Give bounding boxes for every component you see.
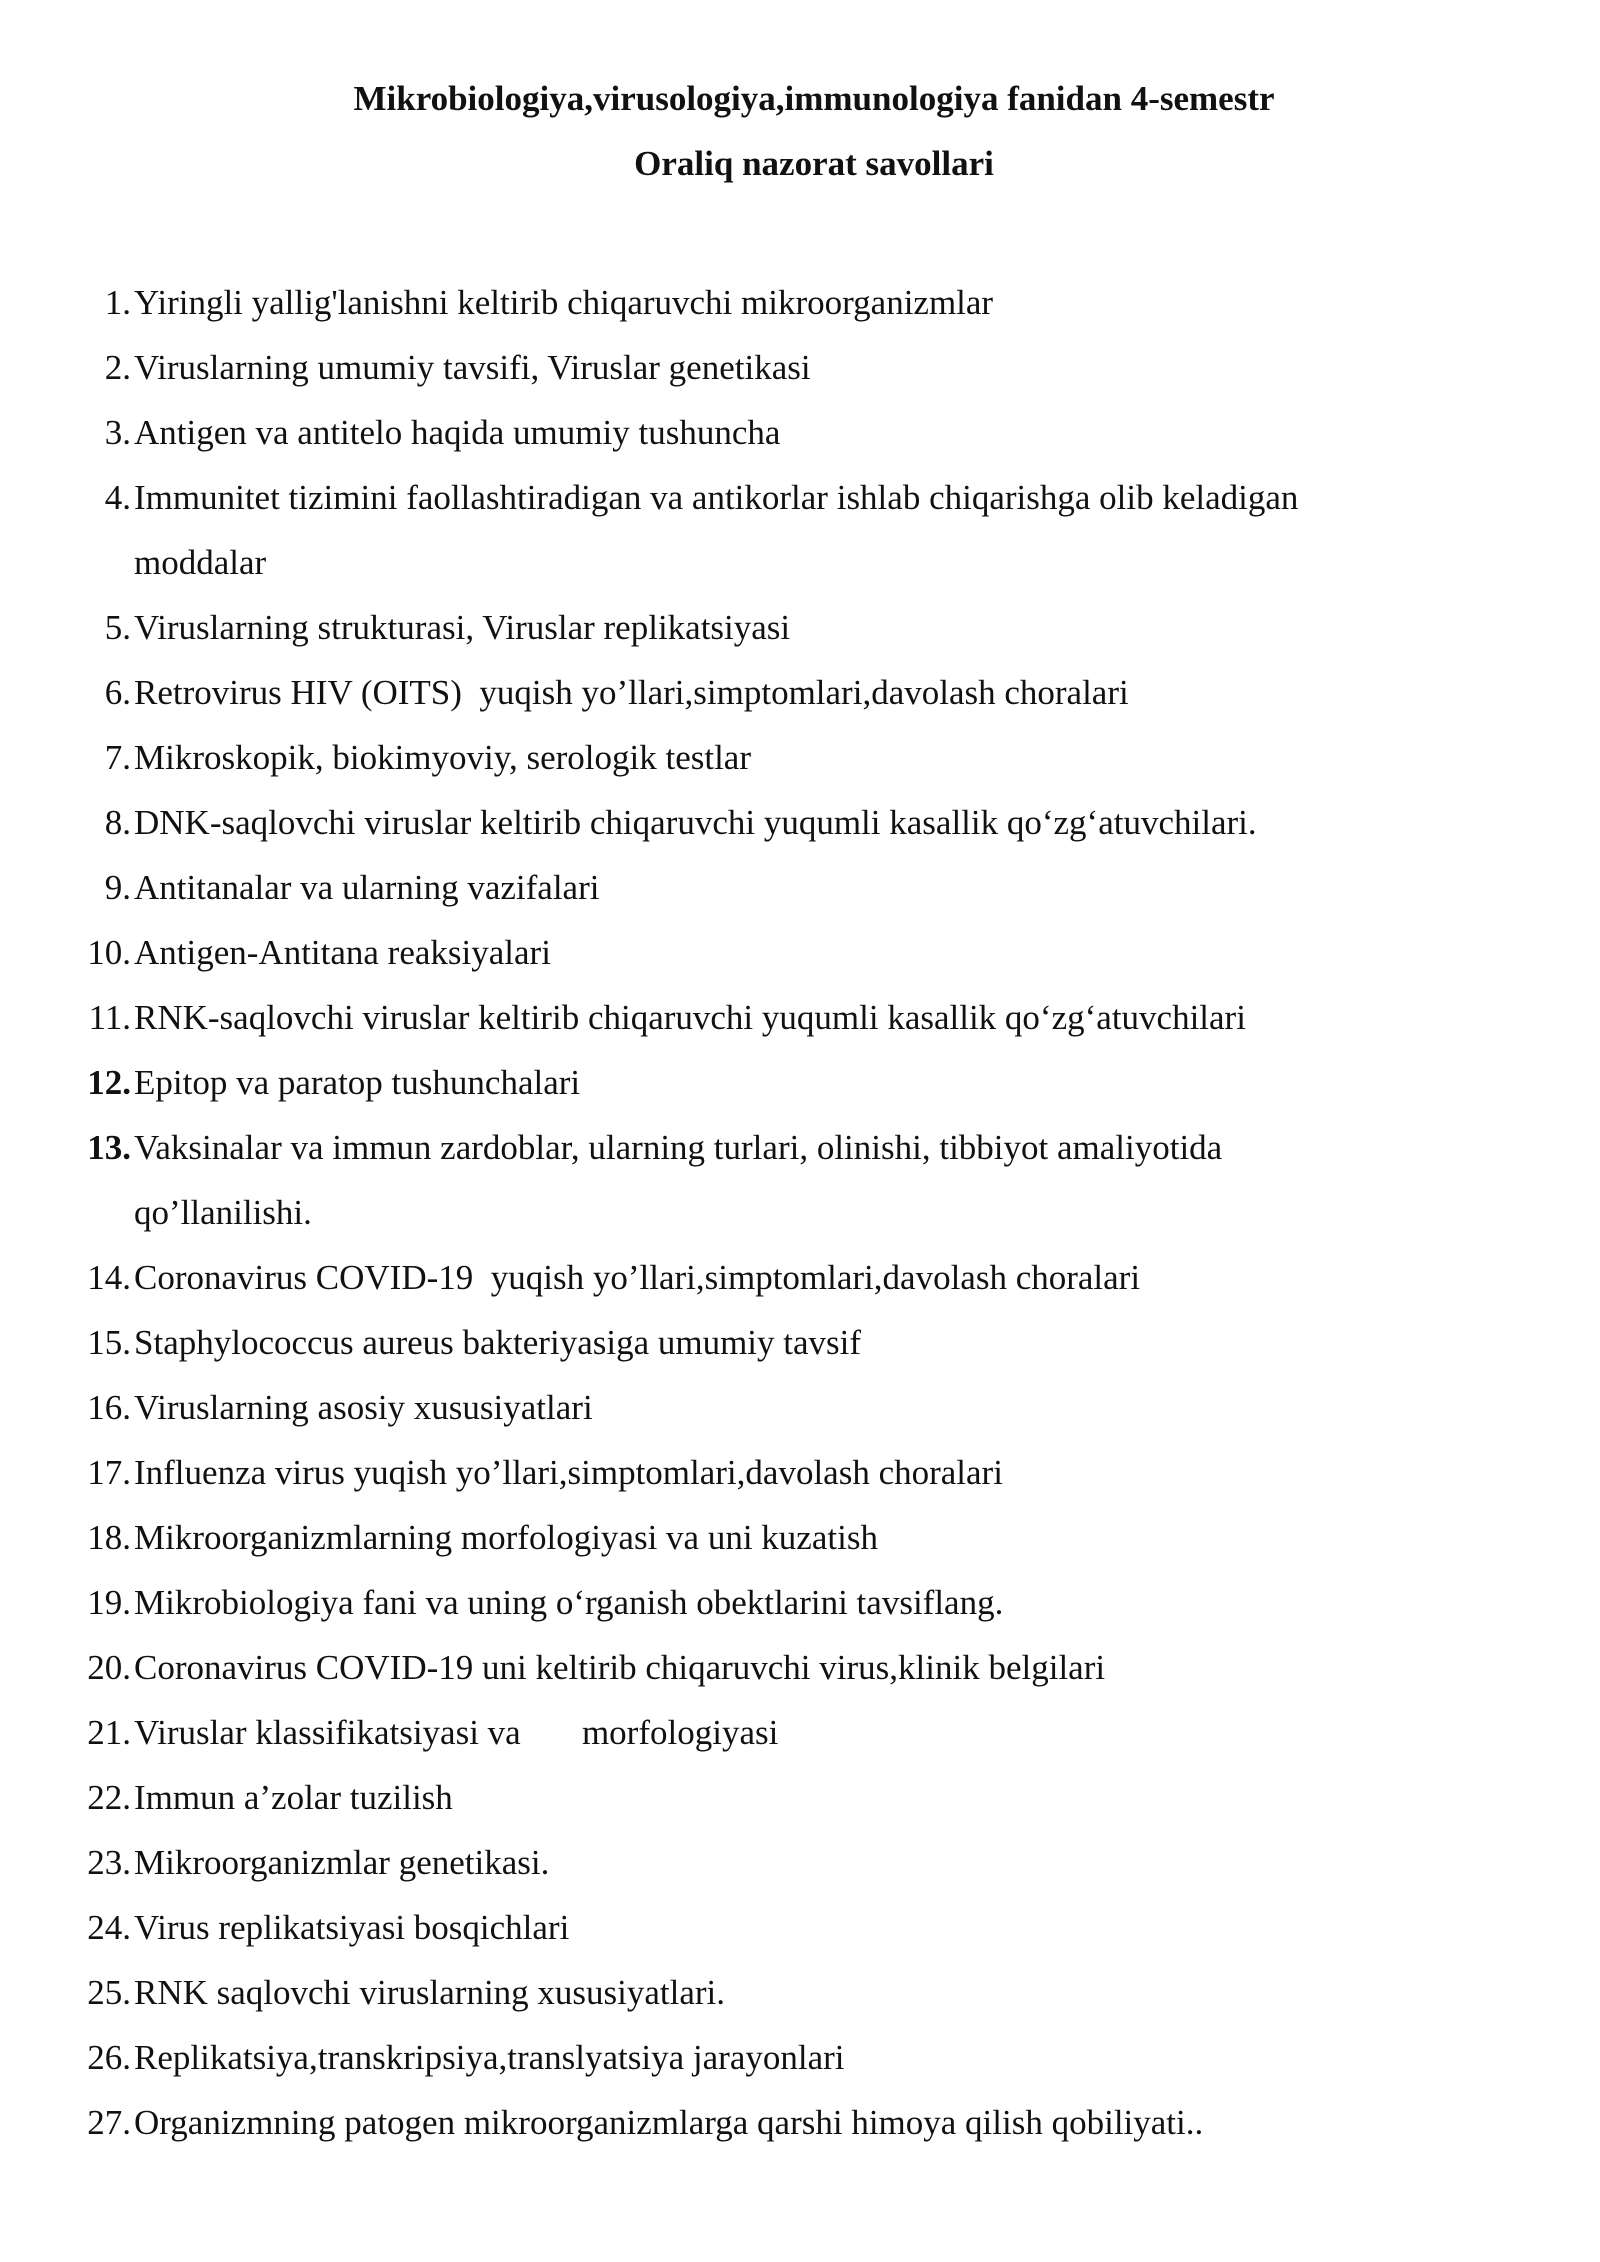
question-text: Coronavirus COVID-19 yuqish yo’llari,simptomlari,davolash choralari <box>134 1258 1141 1297</box>
question-text: Mikrobiologiya fani va uning o‘rganish obektlarini tavsiflang. <box>134 1583 1004 1622</box>
question-text: Viruslarning strukturasi, Viruslar replikatsiyasi <box>134 608 791 647</box>
question-number: 25. <box>87 1973 131 2012</box>
question-text: Mikroorganizmlarning morfologiyasi va uni kuzatish <box>134 1518 878 1557</box>
question-number: 6. <box>104 673 131 712</box>
question-number: 8. <box>104 803 131 842</box>
question-text: Mikroorganizmlar genetikasi. <box>134 1843 550 1882</box>
question-text: Virus replikatsiyasi bosqichlari <box>134 1908 570 1947</box>
question-text: Antigen va antitelo haqida umumiy tushuncha <box>134 413 781 452</box>
question-text: DNK-saqlovchi viruslar keltirib chiqaruvchi yuqumli kasallik qo‘zg‘atuvchilari. <box>134 803 1257 842</box>
question-text: Immunitet tizimini faollashtiradigan va antikorlar ishlab chiqarishga olib keladigan <box>134 478 1299 517</box>
question-text: Influenza virus yuqish yo’llari,simptomlari,davolash choralari <box>134 1453 1003 1492</box>
question-text: Viruslarning asosiy xususiyatlari <box>134 1388 593 1427</box>
question-number: 7. <box>104 738 131 777</box>
question-number: 22. <box>87 1778 131 1817</box>
question-text: Viruslarning umumiy tavsifi, Viruslar genetikasi <box>134 348 811 387</box>
question-text: Antigen-Antitana reaksiyalari <box>134 933 551 972</box>
question-number: 10. <box>87 933 131 972</box>
question-number: 12. <box>87 1063 131 1102</box>
question-number: 26. <box>87 2038 131 2077</box>
question-number: 15. <box>87 1323 131 1362</box>
question-number: 11. <box>88 998 131 1037</box>
question-text: moddalar <box>134 543 267 582</box>
question-text: Staphylococcus aureus bakteriyasiga umumiy tavsif <box>134 1323 862 1362</box>
question-text: Viruslar klassifikatsiyasi va morfologiyasi <box>134 1713 779 1752</box>
question-number: 23. <box>87 1843 131 1882</box>
question-text: RNK-saqlovchi viruslar keltirib chiqaruvchi yuqumli kasallik qo‘zg‘atuvchilari <box>134 998 1246 1037</box>
question-number: 18. <box>87 1518 131 1557</box>
question-number: 24. <box>87 1908 131 1947</box>
question-number: 2. <box>104 348 131 387</box>
question-text: Antitanalar va ularning vazifalari <box>134 868 600 907</box>
question-number: 19. <box>87 1583 131 1622</box>
question-text: Coronavirus COVID-19 uni keltirib chiqaruvchi virus,klinik belgilari <box>134 1648 1106 1687</box>
question-number: 27. <box>87 2103 131 2142</box>
document-subtitle: Oraliq nazorat savollari <box>634 144 994 183</box>
question-number: 5. <box>104 608 131 647</box>
question-number: 21. <box>87 1713 131 1752</box>
question-text: Immun a’zolar tuzilish <box>134 1778 453 1817</box>
question-text: RNK saqlovchi viruslarning xususiyatlari. <box>134 1973 726 2012</box>
question-number: 13. <box>87 1128 131 1167</box>
question-number: 14. <box>87 1258 131 1297</box>
question-text: Vaksinalar va immun zardoblar, ularning turlari, olinishi, tibbiyot amaliyotida <box>134 1128 1223 1167</box>
question-text: Epitop va paratop tushunchalari <box>134 1063 581 1102</box>
question-number: 20. <box>87 1648 131 1687</box>
question-number: 1. <box>104 283 131 322</box>
question-text: Replikatsiya,transkripsiya,translyatsiya jarayonlari <box>134 2038 845 2077</box>
document-title: Mikrobiologiya,virusologiya,immunologiya fanidan 4-semestr <box>353 79 1275 118</box>
question-text: Organizmning patogen mikroorganizmlarga qarshi himoya qilish qobiliyati.. <box>134 2103 1204 2142</box>
question-text: Retrovirus HIV (OITS) yuqish yo’llari,simptomlari,davolash choralari <box>134 673 1129 712</box>
question-number: 4. <box>104 478 131 517</box>
question-text: Yiringli yallig'lanishni keltirib chiqaruvchi mikroorganizmlar <box>134 283 994 322</box>
question-text: Mikroskopik, biokimyoviy, serologik testlar <box>134 738 751 777</box>
question-number: 3. <box>104 413 131 452</box>
question-number: 16. <box>87 1388 131 1427</box>
question-text: qo’llanilishi. <box>134 1193 312 1232</box>
question-number: 17. <box>87 1453 131 1492</box>
question-number: 9. <box>104 868 131 907</box>
